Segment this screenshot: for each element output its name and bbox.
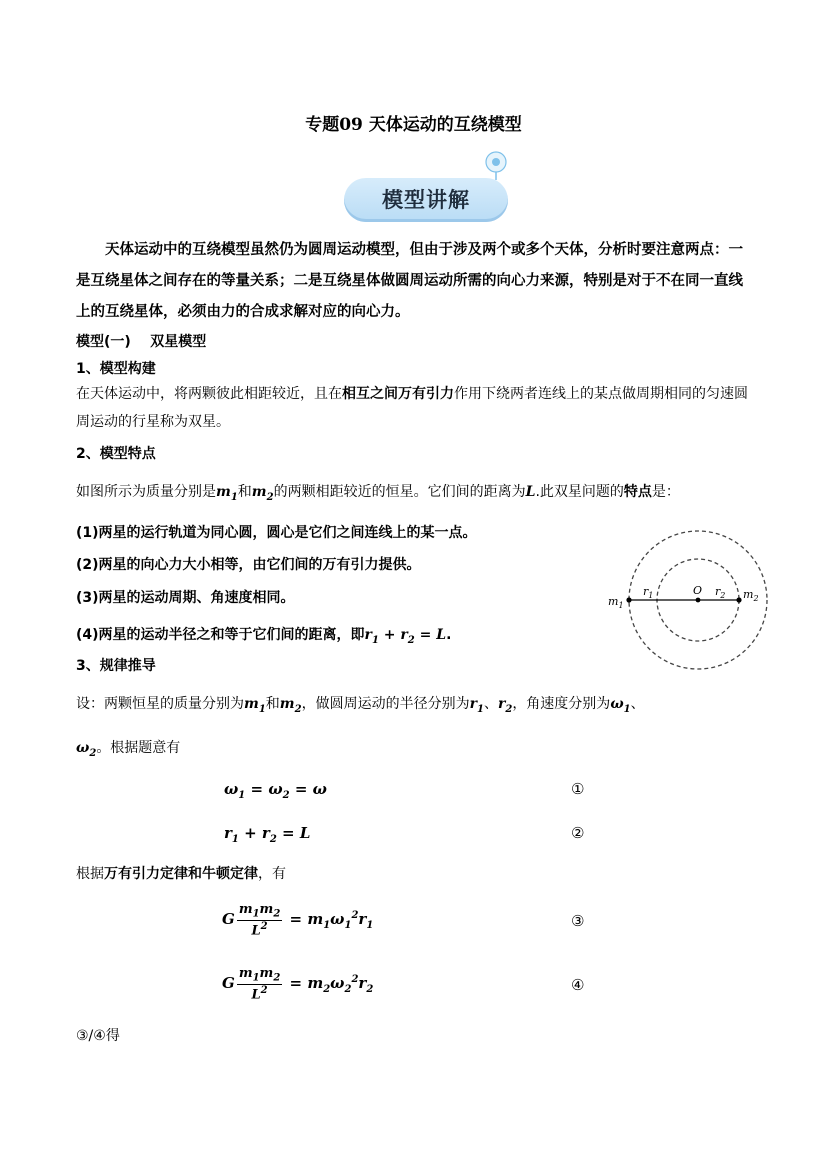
equation-3: G $\frac{m_1m_2}{L^2}$ = $m_1\omega_1^2r_1$	[222, 902, 374, 938]
s3-m1: $m_1$	[244, 696, 266, 715]
badge-label: 模型讲解	[344, 178, 508, 222]
page-title: 专题09 天体运动的互绕模型	[305, 115, 522, 135]
fraction-3: $\frac{m_1m_2}{L^2}$	[238, 902, 281, 938]
section1-text-a: 在天体运动中，将两颗彼此相距较近，且在	[76, 386, 342, 402]
section1-text-bold: 相互之间万有引力	[342, 386, 454, 402]
s2-a: 如图所示为质量分别是	[76, 484, 216, 500]
s3-e: ，角速度分别为	[512, 696, 611, 712]
s3-d: 、	[483, 696, 498, 712]
equation-4-number: ④	[571, 976, 585, 994]
section3-title: 3、规律推导	[76, 658, 156, 674]
flower-icon	[482, 150, 510, 180]
law-pre: 根据	[76, 866, 104, 882]
s2-d: .此双星问题的	[535, 484, 624, 500]
s3-b: 和	[265, 696, 280, 712]
equation-4: G $\frac{m_1m_2}{L^2}$ = $m_2\omega_2^2r_2$	[222, 966, 374, 1002]
s3-w1: $\omega_1$	[610, 696, 631, 715]
star-m2	[736, 597, 741, 602]
s3-r2: $r_2$	[497, 696, 513, 715]
s2-f: 是：	[651, 484, 680, 500]
section3-text	[76, 690, 756, 724]
point-3: (3)两星的运动周期、角速度相同。	[76, 590, 295, 606]
point-4-formula: $r_1 + r_2 = L$	[364, 627, 447, 646]
point-2: (2)两星的向心力大小相等，由它们间的万有引力提供。	[76, 557, 421, 573]
ratio-text: ③/④得	[76, 1028, 120, 1044]
equation-2: $r_1 + r_2 = L$	[224, 824, 311, 845]
s2-e: 特点	[623, 484, 652, 500]
section1-title: 1、模型构建	[76, 361, 156, 377]
label-m1: $m_1$	[608, 595, 624, 610]
s3-m2: $m_2$	[279, 696, 302, 715]
law-post: ，有	[258, 866, 286, 882]
L-symbol: L	[525, 484, 536, 500]
s2-b: 和	[237, 484, 252, 500]
section3-text-2	[76, 734, 756, 768]
equation-1: $\omega_1 = \omega_2 = \omega$	[224, 780, 327, 801]
s2-c: 的两颗相距较近的恒星。它们间的距离为	[273, 484, 526, 500]
s3-f: 、	[630, 696, 645, 712]
label-r2: $r_2$	[715, 585, 726, 600]
label-m2: $m_2$	[743, 588, 759, 603]
section2-text	[76, 478, 756, 512]
law-bold: 万有引力定律和牛顿定律	[104, 866, 258, 882]
section-badge	[344, 150, 514, 230]
section1-text	[76, 380, 756, 436]
label-O: O	[693, 584, 703, 597]
intro-paragraph: 天体运动中的互绕模型虽然仍为圆周运动模型，但由于涉及两个或多个天体，分析时要注意两点：一是互绕星体之间存在的等量关系；二是互绕星体做圆周运动所需的向心力来源，特别是对于不在同一直线上的互绕星体，必须由力的合成求解对应的向心力。	[76, 241, 743, 320]
law-text	[76, 860, 756, 888]
equation-3-number: ③	[571, 912, 585, 930]
model-heading-name: 双星模型	[150, 334, 207, 350]
model-heading	[76, 331, 206, 351]
fraction-4: $\frac{m_1m_2}{L^2}$	[238, 966, 281, 1002]
model-heading-number: 模型(一)	[76, 334, 131, 350]
s3-w2: $\omega_2$	[76, 740, 97, 759]
equation-1-number: ①	[571, 780, 585, 798]
binary-star-diagram	[606, 524, 774, 674]
s3-r1: $r_1$	[469, 696, 484, 715]
point-4: (4)两星的运动半径之和等于它们间的距离，即$r_1 + r_2 = L$.	[76, 627, 452, 646]
equation-2-number: ②	[571, 824, 585, 842]
s3-c: ，做圆周运动的半径分别为	[301, 696, 470, 712]
m2-symbol: $m_2$	[251, 484, 274, 503]
label-r1: $r_1$	[643, 585, 654, 600]
m1-symbol: $m_1$	[216, 484, 238, 503]
s3-a: 设：两颗恒星的质量分别为	[76, 696, 244, 712]
section1-text-b: 作用下绕两者连线上的某点做周期相同的匀速圆周运动的行星称为双星。	[76, 386, 748, 430]
s3-g: 。根据题意有	[96, 740, 181, 756]
center-O	[696, 598, 701, 603]
point-4-text: (4)两星的运动半径之和等于它们间的距离，即	[76, 627, 365, 643]
star-m1	[626, 597, 631, 602]
point-1: (1)两星的运行轨道为同心圆，圆心是它们之间连线上的某一点。	[76, 525, 477, 541]
section2-title: 2、模型特点	[76, 446, 156, 462]
